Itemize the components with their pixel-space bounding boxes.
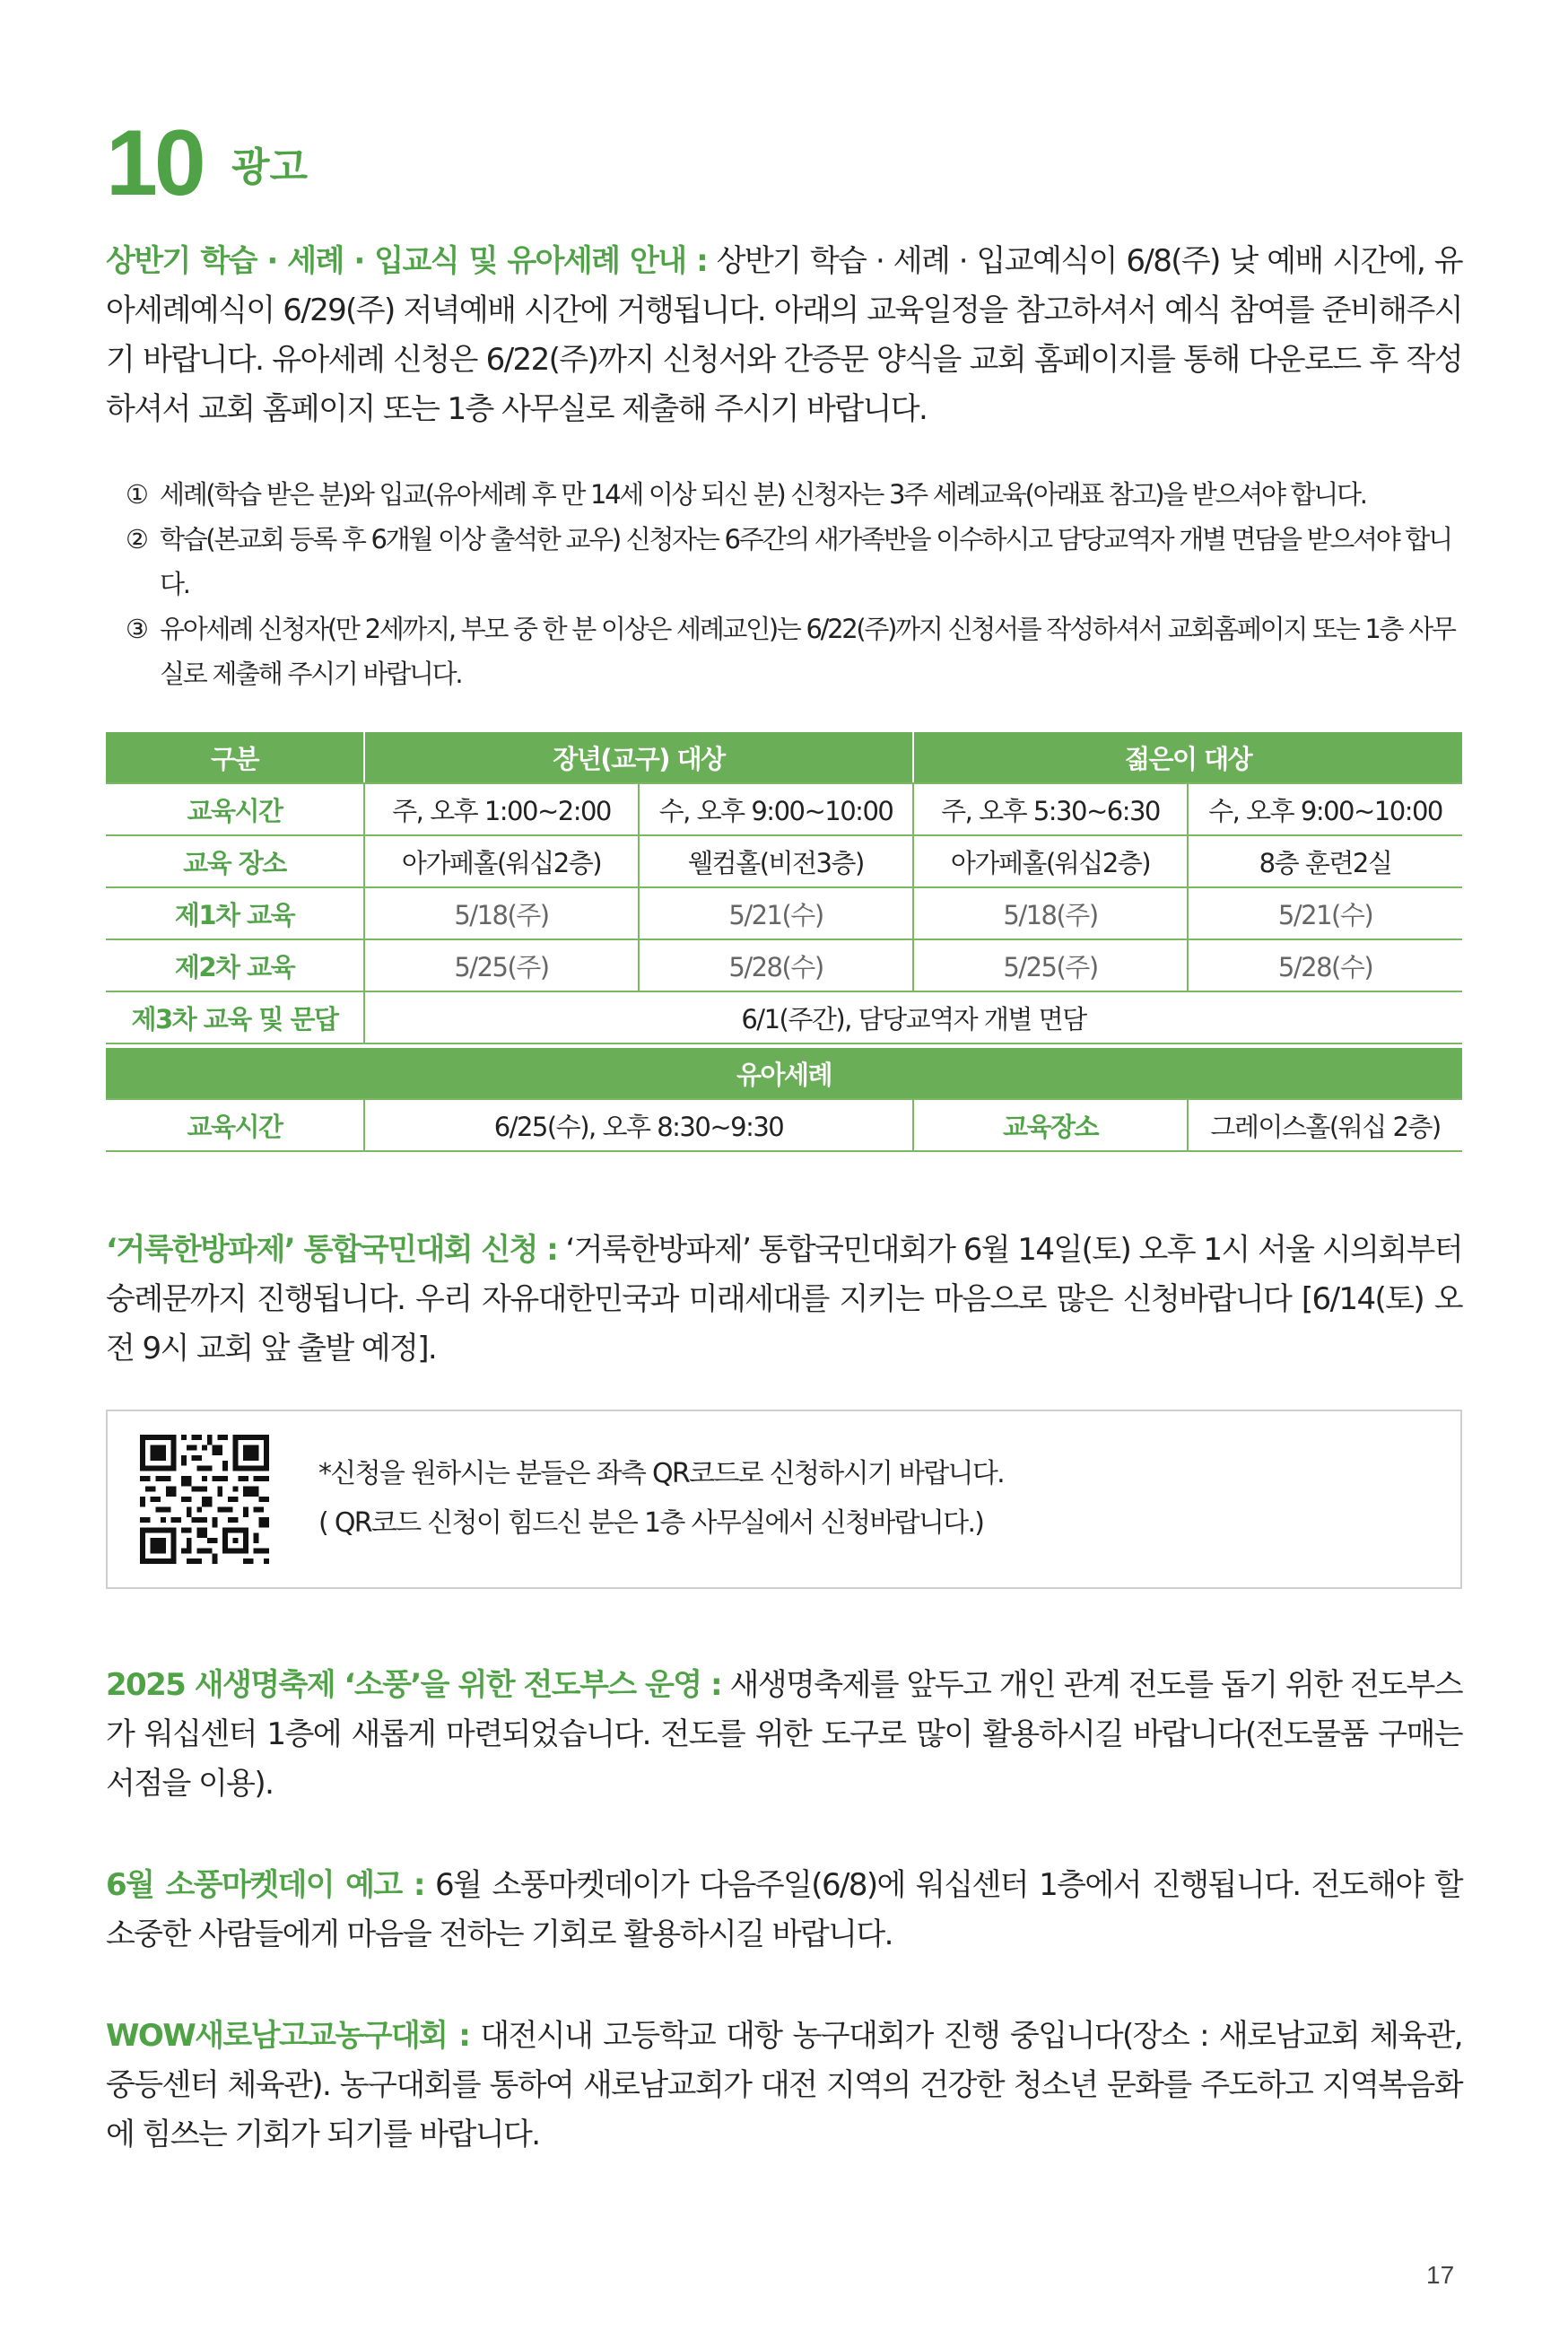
table-cell: 5/25(주) [913,939,1188,991]
ad-page [106,111,1463,2160]
qr-code-icon[interactable] [140,1435,269,1564]
table-cell: 5/18(주) [364,887,639,939]
education-schedule-table [106,732,1462,1152]
section-title: 광고 [231,144,309,190]
qr-line: *신청을 원하시는 분들은 좌측 QR코드로 신청하시기 바랍니다. [318,1458,1004,1489]
header-category: 구분 [106,732,364,783]
note-text: 세례(학습 받은 분)와 입교(유아세례 후 만 14세 이상 되신 분) 신청자는 3주 세례교육(아래표 참고)을 받으셔야 합니다. [160,479,1366,510]
note-number: ① [126,479,147,510]
table-header-row [106,732,1462,783]
table-cell: 아가페홀(워십2층) [913,835,1188,887]
row-label: 제2차 교육 [106,939,364,991]
row-label: 교육 장소 [106,835,364,887]
table-cell: 5/18(주) [913,887,1188,939]
announcement-basketball [106,2012,1462,2160]
table-cell: 주, 오후 1:00~2:00 [364,783,639,835]
table-cell: 웰컴홀(비전3층) [639,835,913,887]
announcement-evangelism-booth [106,1661,1462,1809]
table-cell: 6/25(수), 오후 8:30~9:30 [364,1099,913,1151]
announcement-baptism [106,237,1462,434]
table-cell: 아가페홀(워십2층) [364,835,639,887]
section-header [106,111,1462,215]
table-header-row [106,1048,1462,1099]
table-cell: 5/28(수) [1188,939,1462,991]
header-infant-baptism: 유아세례 [106,1048,1462,1099]
announcement-body: ‘거룩한방파제’ 통합국민대회가 6월 14일(토) 오후 1시 서울 시의회부터 숭례문까지 진행됩니다. 우리 자유대한민국과 미래세대를 지키는 마음으로 많은 신청바랍니다 [6/14(토) 오전 9시 교회 앞 출발 예정]. [106,1232,1462,1366]
note-number: ② [126,524,147,554]
row-label: 교육장소 [913,1099,1188,1151]
announcement-title: ‘거룩한방파제’ 통합국민대회 신청 : [106,1232,558,1268]
note-item [126,472,1462,517]
baptism-notes [126,472,1462,696]
announcement-title: 상반기 학습 · 세례 · 입교식 및 유아세례 안내 : [106,243,708,279]
table-row [106,939,1462,991]
table-row [106,991,1462,1043]
row-label: 제1차 교육 [106,887,364,939]
table-row [106,887,1462,939]
table-cell: 주, 오후 5:30~6:30 [913,783,1188,835]
note-item [126,607,1462,696]
note-text: 유아세례 신청자(만 2세까지, 부모 중 한 분 이상은 세례교인)는 6/22(주)까지 신청서를 작성하셔서 교회홈페이지 또는 1층 사무실로 제출해 주시기 바랍니다. [160,614,1455,689]
note-number: ③ [126,614,147,644]
announcement-title: 6월 소풍마켓데이 예고 : [106,1867,424,1903]
table-row [106,835,1462,887]
table-row [106,1099,1462,1151]
table-cell: 6/1(주간), 담당교역자 개별 면담 [364,991,1462,1043]
table-cell: 5/25(주) [364,939,639,991]
row-label: 교육시간 [106,783,364,835]
header-adult: 장년(교구) 대상 [364,732,913,783]
page-number: 17 [1426,2261,1455,2289]
announcement-body: 대전시내 고등학교 대항 농구대회가 진행 중입니다(장소 : 새로남교회 체육관, 중등센터 체육관). 농구대회를 통하여 새로남교회가 대전 지역의 건강한 청소년 문화를 주도하고 지역복음화에 힘쓰는 기회가 되기를 바랍니다. [106,2018,1462,2152]
table-cell: 5/21(수) [1188,887,1462,939]
header-young: 젊은이 대상 [913,732,1462,783]
announcement-title: WOW새로남고교농구대회 : [106,2018,470,2054]
table-cell: 수, 오후 9:00~10:00 [1188,783,1462,835]
qr-instructions [318,1449,1004,1548]
row-label: 제3차 교육 및 문답 [106,991,364,1043]
section-number: 10 [106,111,203,215]
announcement-title: 2025 새생명축제 ‘소풍’을 위한 전도부스 운영 : [106,1667,722,1703]
qr-box [106,1410,1462,1589]
row-label: 교육시간 [106,1099,364,1151]
table-cell: 5/21(수) [639,887,913,939]
note-item [126,517,1462,607]
table-cell: 8층 훈련2실 [1188,835,1462,887]
announcement-body: 새생명축제를 앞두고 개인 관계 전도를 돕기 위한 전도부스가 워십센터 1층에 새롭게 마련되었습니다. 전도를 위한 도구로 많이 활용하시길 바랍니다(전도물품 구매는 서점을 이용). [106,1667,1463,1802]
announcement-body: 6월 소풍마켓데이가 다음주일(6/8)에 워십센터 1층에서 진행됩니다. 전도해야 할 소중한 사람들에게 마음을 전하는 기회로 활용하시길 바랍니다. [106,1867,1463,1952]
announcement-body: 상반기 학습 · 세례 · 입교예식이 6/8(주) 낮 예배 시간에, 유아세례예식이 6/29(주) 저녁예배 시간에 거행됩니다. 아래의 교육일정을 참고하셔서 예식 참여를 준비해주시기 바랍니다. 유아세례 신청은 6/22(주)까지 신청서와 간증문 양식을 교회 홈페이지를 통해 다운로드 후 작성하셔서 교회 홈페이지 또는 1층 사무실로 제출해 주시기 바랍니다. [106,243,1462,427]
table-cell: 그레이스홀(워십 2층) [1188,1099,1462,1151]
announcement-rally [106,1226,1462,1374]
qr-line: ( QR코드 신청이 힘드신 분은 1층 사무실에서 신청바랍니다.) [318,1507,984,1539]
table-cell: 수, 오후 9:00~10:00 [639,783,913,835]
announcement-market-day [106,1861,1462,1960]
table-row [106,783,1462,835]
table-cell: 5/28(수) [639,939,913,991]
note-text: 학습(본교회 등록 후 6개월 이상 출석한 교우) 신청자는 6주간의 새가족반을 이수하시고 담당교역자 개별 면담을 받으셔야 합니다. [160,524,1451,599]
